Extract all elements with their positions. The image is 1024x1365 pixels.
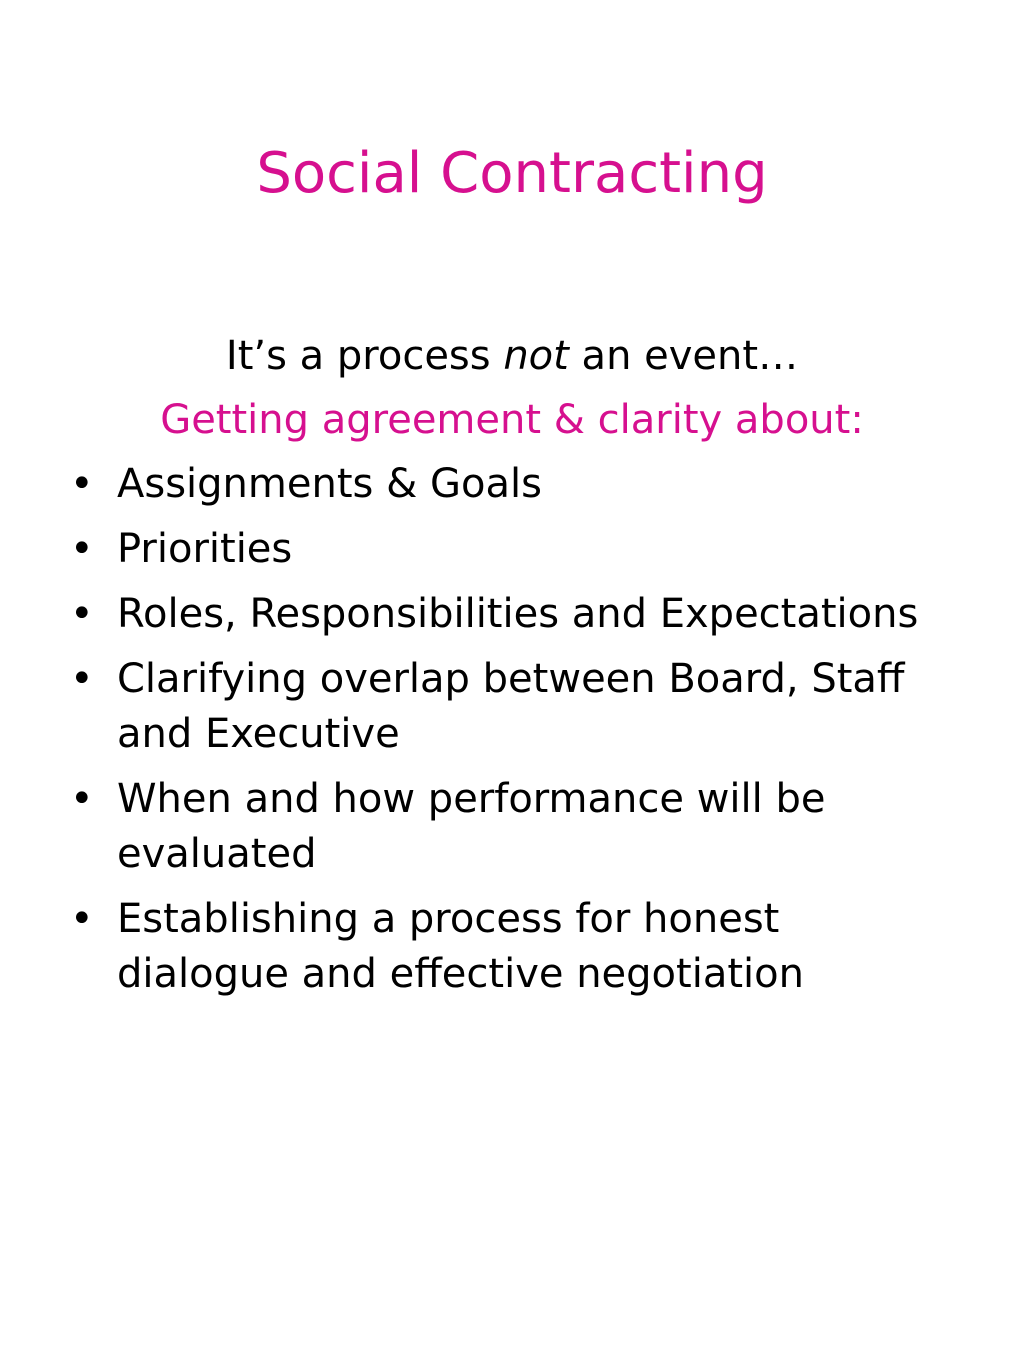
intro-emphasis: not bbox=[503, 333, 569, 379]
bullet-text: When and how performance will be evaluated bbox=[117, 776, 826, 877]
intro-before: It’s a process bbox=[225, 333, 504, 379]
bullet-item bbox=[70, 772, 950, 882]
intro-line bbox=[0, 328, 1024, 384]
intro-after: an event… bbox=[568, 333, 799, 379]
bullet-item bbox=[70, 892, 950, 1002]
subheading: Getting agreement & clarity about: bbox=[160, 397, 864, 443]
bullet-item bbox=[70, 457, 950, 512]
bullet-icon: • bbox=[70, 461, 94, 507]
bullet-text: Assignments & Goals bbox=[117, 461, 542, 507]
bullet-item bbox=[70, 522, 950, 577]
bullet-icon: • bbox=[70, 591, 94, 637]
bullet-text: Roles, Responsibilities and Expectations bbox=[117, 591, 919, 637]
slide-title: Social Contracting bbox=[256, 141, 768, 206]
bullet-icon: • bbox=[70, 656, 94, 702]
bullet-icon: • bbox=[70, 776, 94, 822]
bullet-text: Priorities bbox=[117, 526, 293, 572]
bullet-item bbox=[70, 587, 950, 642]
bullet-item bbox=[70, 652, 950, 762]
bullet-text: Establishing a process for honest dialogue and effective negotiation bbox=[117, 896, 804, 997]
bullet-icon: • bbox=[70, 896, 94, 942]
bullet-list bbox=[70, 457, 950, 1012]
bullet-text: Clarifying overlap between Board, Staff and Executive bbox=[117, 656, 905, 757]
bullet-icon: • bbox=[70, 526, 94, 572]
